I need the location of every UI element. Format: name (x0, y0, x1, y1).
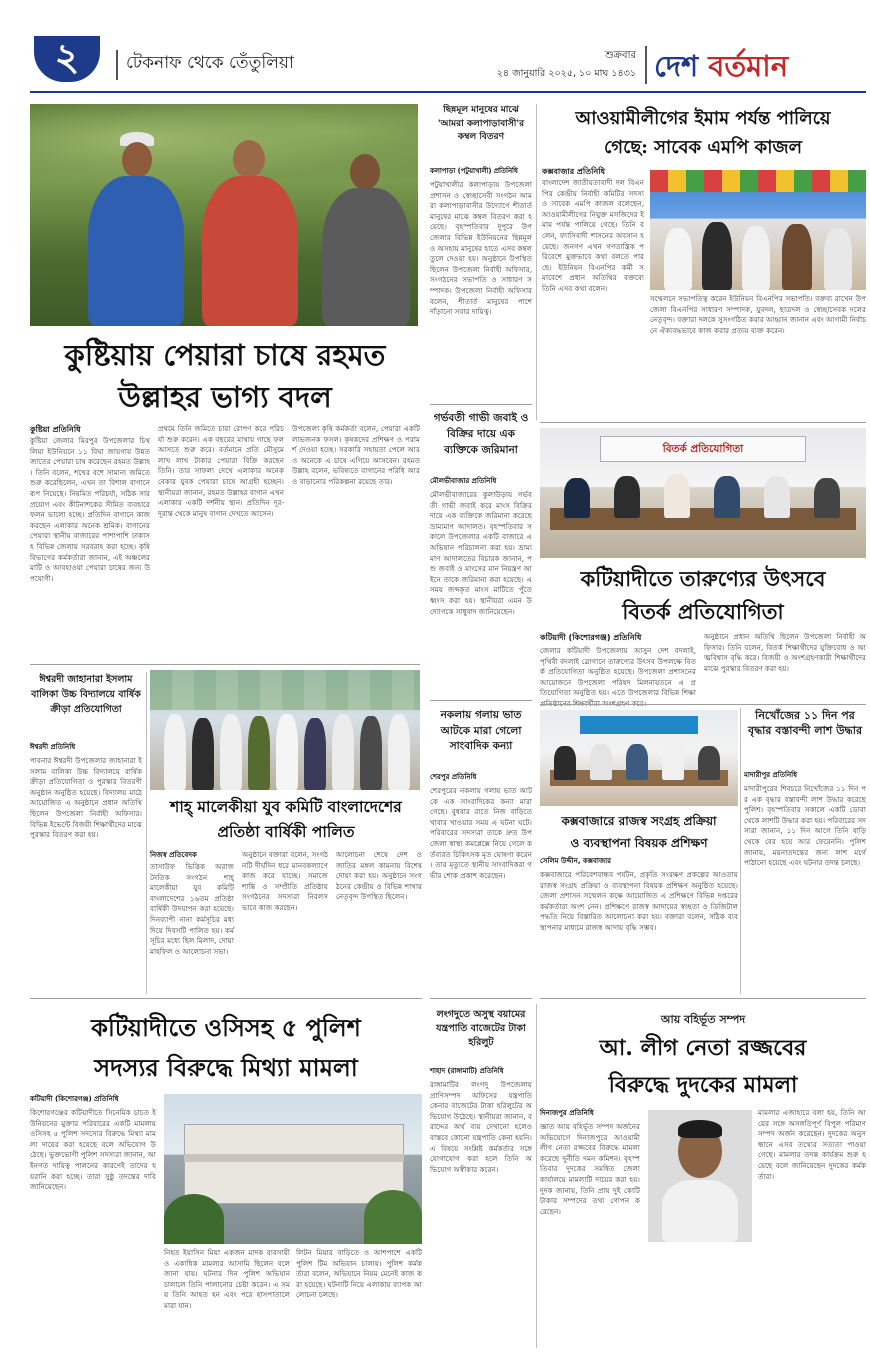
dudak-headline-line1: আ. লীগ নেতা রজ্জবের (599, 1035, 807, 1061)
blanket-headline: ছিন্নমূল মানুষের মাঝে 'আমরা কলাপাড়াবাসী'র কম্বল বিতরণ (437, 105, 525, 142)
dudak-kicker: আয় বহির্ভূত সম্পদ (660, 1013, 746, 1026)
guava-byline: কুষ্টিয়া প্রতিনিধি (30, 425, 81, 434)
paper-name-part2: বর্তমান (708, 49, 789, 83)
awami-headline-line2: গেছে: সাবেক এমপি কাজল (603, 137, 803, 158)
youth-byline: নিজস্ব প্রতিবেদক (150, 851, 197, 859)
awami-bottom-rule (540, 422, 866, 423)
guava-bottom-rule (30, 664, 420, 665)
awami-photo (650, 170, 866, 290)
revenue-headline-line1: কক্সবাজারে রাজস্ব সংগ্রহ প্রক্রিয়া (561, 814, 717, 828)
guava-body-col1: কুষ্টিয়া জেলার মিরপুর উপজেলার চিথলিয়া ইউনিয়নে ১১ বিঘা জায়গায় উন্নত জাতের পেয়ারা চাষ করেছেন রহমত উল্লাহ। তিনি বলেন, শখের বশে সামান্য জমিতে শুরু করেছিলেন, এখন তা বিশাল বাগানে রূপ নিয়েছে। নিয়মিত পরিচর্যা, সঠিক সার প্রয়োগ এবং কীটনাশকের সীমিত ব্যবহারে ফলন ভালো হচ্ছে। প্রতিদিন বাগানে কাজ করছেন এলাকার অনেক শ্রমিক। বাগানের পেয়ারা স্থানীয় বাজারের পাশাপাশি ঢাকাসহ বিভিন্ন জেলায় সরবরাহ করা হচ্ছে। কৃষি বিভাগের কর্মকর্তারা জানান, এই অঞ্চলের মাটি ও আবহাওয়া পেয়ারা চাষের জন্য উপযোগী। (30, 436, 150, 583)
cow-headline: গর্ভবতী গাভী জবাই ও বিক্রির দায়ে এক ব্যক্তিকে জরিমানা (433, 412, 529, 456)
youth-bottom-rule (30, 998, 422, 999)
youth-body-col2: অনুষ্ঠানে বক্তারা বলেন, সংগঠনটি দীর্ঘদিন ধরে মানবকল্যাণে কাজ করে যাচ্ছে। সমাজে শান্তি ও সম্প্রীতি প্রতিষ্ঠায় সংগঠনের সদস্যরা নিরলসভাবে কাজ করছেন। (242, 850, 328, 912)
guava-headline-line2: উল্লাহর ভাগ্য বদল (118, 380, 332, 414)
dudak-body-col1: জ্ঞাত আয় বহির্ভূত সম্পদ অর্জনের অভিযোগে দিনাজপুরে আওয়ামী লীগ নেতা রজ্জবের বিরুদ্ধে মামলা করেছে দুর্নীতি দমন কমিশন। বৃহস্পতিবার দুদকের সমন্বিত জেলা কার্যালয়ে মামলাটি দায়ের করা হয়। দুদক জানায়, তিনি প্রায় দুই কোটি টাকার সম্পদের তথ্য গোপন করেছেন। (540, 1122, 640, 1216)
awami-left-rule (536, 104, 537, 420)
police-headline-line1: কটিয়াদীতে ওসিসহ ৫ পুলিশ (91, 1013, 361, 1042)
sports-byline: ঈশ্বরদী প্রতিনিধি (30, 743, 76, 751)
dudak-portrait (648, 1110, 752, 1242)
cow-bottom-rule (430, 700, 532, 701)
youth-body-col1: তাসাউফ ভিত্তিক অরাজনৈতিক সংগঠন শাহ্ মালেকীয়া যুব কমিটি বাংলাদেশের ১৬তম প্রতিষ্ঠা বার্ষিকী উদযাপন করা হয়েছে। দিনব্যাপী নানা কর্মসূচির মধ্য দিয়ে দিবসটি পালিত হয়। কর্মসূচির মধ্যে ছিল মিলাদ, দোয়া মাহফিল ও আলোচনা সভা। (150, 862, 234, 956)
youth-headline-line1: শাহ্ মালেকীয়া যুব কমিটি বাংলাদেশের (170, 797, 402, 816)
awami-headline-line1: আওয়ামীলীগের ইমাম পর্যন্ত পালিয়ে (575, 108, 831, 129)
budget-body: রাঙ্গামাটির লংগদু উপজেলায় প্রাণিসম্পদ অফিসের যন্ত্রপাতি কেনার বাজেটের টাকা হরিলুটের অভিযোগ উঠেছে। স্থানীয়রা জানান, বরাদ্দের অর্থ ব্যয় দেখানো হলেও বাস্তবে কোনো যন্ত্রপাতি কেনা হয়নি। এ বিষয়ে সংশ্লিষ্ট কর্মকর্তার সঙ্গে যোগাযোগ করা হলে তিনি অভিযোগ অস্বীকার করেন। (430, 1080, 532, 1174)
paper-name-part1: দেশ (654, 49, 699, 83)
youth-photo (150, 670, 420, 790)
sports-body: পাবনার ঈশ্বরদী উপজেলার জাহানারা ইসলাম বালিকা উচ্চ বিদ্যালয়ে বার্ষিক ক্রীড়া প্রতিযোগিতা ও পুরস্কার বিতরণী অনুষ্ঠান অনুষ্ঠিত হয়েছে। বিদ্যালয় মাঠে আয়োজিত এ অনুষ্ঠানে প্রধান অতিথি ছিলেন উপজেলা নির্বাহী অফিসার। বিভিন্ন ইভেন্টে বিজয়ী শিক্ষার্থীদের মাঝে পুরস্কার বিতরণ করা হয়। (30, 756, 142, 840)
awami-body-col2: সম্মেলনে সভাপতিত্ব করেন ইউনিয়ন বিএনপির সভাপতি। বক্তব্য রাখেন উপজেলা বিএনপির সাধারণ সম্পাদক, যুবদল, ছাত্রদল ও স্বেচ্ছাসেবক দলের নেতৃবৃন্দ। বক্তারা দলকে সুসংগঠিত করার আহ্বান জানান এবং আগামী নির্বাচনে ঐক্যবদ্ধভাবে কাজ করার প্রত্যয় ব্যক্ত করেন। (650, 294, 867, 335)
revenue-byline: সেলিম উদ্দীন, কক্সবাজার (540, 857, 612, 865)
debate-body-col1: জেলার কটিয়াদী উপজেলায় আসুন দেশ বদলাই, পৃথিবী বদলাই স্লোগানে তারুণ্যের উৎসব উপলক্ষে বিতর্ক প্রতিযোগিতা অনুষ্ঠিত হয়েছে। উপজেলা প্রশাসনের আয়োজনে উপজেলা পরিষদ মিলনায়তনে এ প্রতিযোগিতা অনুষ্ঠিত হয়। এতে উপজেলার বিভিন্ন শিক্ষা (540, 646, 696, 698)
guava-headline (30, 334, 420, 420)
revenue-headline (540, 810, 738, 854)
revenue-headline-line2: ও ব্যবস্থাপনা বিষয়ক প্রশিক্ষণ (570, 836, 708, 850)
date: ২৪ জানুয়ারি ২০২৫, ১০ মাঘ ১৪৩১ (496, 68, 636, 79)
debate-bottom-rule (540, 704, 866, 705)
weekday: শুক্রবার (605, 50, 636, 61)
debate-headline (540, 562, 866, 628)
debate-banner-text: বিতর্ক প্রতিযোগিতা (662, 443, 744, 455)
girl-body: শেরপুরের নকলায় গলায় ভাত আটকে এক সাংবাদিকের কন্যা মারা গেছে। বুধবার রাতে নিজ বাড়িতে খাবার খাওয়ার সময় এ ঘটনা ঘটে। পরিবারের সদস্যরা তাকে দ্রুত উপজেলা স্বাস্থ্য কমপ্লেক্সে নিয়ে গেলে কর্তব্যরত চিকিৎসক মৃত ঘোষণা করেন। তার মৃত্যুতে স্থানীয় সাংবাদিকরা গভীর শোক প্রকাশ করেছেন। (430, 786, 532, 880)
debate-byline: কটিয়াদী (কিশোরগঞ্জ) প্রতিনিধি (540, 633, 642, 642)
debate-headline-line1: কটিয়াদীতে তারুণ্যের উৎসবে (580, 566, 826, 591)
police-body-col2: নিহত ইয়াসিন মিয়া একজন মাদক ব্যবসায়ী ও একাধিক মামলার আসামি ছিলেন বলে জানা যায়। ঘটনার দিন পুলিশ অভিযান চালালে তিনি পালানোর চেষ্টা করেন। এ সময় তিনি আহত হন এবং পরে হাসপাতালে মারা যান। (164, 1248, 290, 1310)
budget-headline: লংগদুতে অসুস্থ বয়ামের যন্ত্রপাতি বাজেটের টাকা হরিলুট (436, 1009, 526, 1048)
revenue-body: কক্সবাজারে পরিবেশবান্ধব পর্যটন, প্রকৃতি সংরক্ষণ প্রকল্পের আওতায় রাজস্ব সংগ্রহ প্রক্রিয়া ও ব্যবস্থাপনা বিষয়ক প্রশিক্ষণ অনুষ্ঠিত হয়েছে। জেলা প্রশাসন সম্মেলন কক্ষে আয়োজিত এ প্রশিক্ষণে বিভিন্ন দপ্তরের কর্মকর্তারা অংশ নেন। প্রশিক্ষণে রাজস্ব আদায়ের স্বচ্ছতা ও ডিজিটাল পদ্ধতি নিয়ে বিস্তারিত আলোচনা করা হয়। বক্তারা বলেন, সঠিক ব্যবস্থাপনার মাধ্যমে রাজস্ব আদায় বৃদ্ধি সম্ভব। (540, 870, 738, 932)
budget-byline: শাহাদ (রাঙ্গামাটি) প্রতিনিধি (430, 1067, 504, 1075)
blanket-byline: কলাপাড়া (পটুয়াখালী) প্রতিনিধি (430, 167, 518, 175)
paper-name (654, 44, 864, 88)
youth-headline-line2: প্রতিষ্ঠা বার্ষিকী পালিত (217, 822, 355, 841)
missing-headline: নিখোঁজের ১১ দিন পর বৃদ্ধার বস্তাবন্দী লাশ উদ্ধার (747, 709, 862, 737)
debate-photo (540, 428, 866, 558)
cow-byline: মৌলভীবাজার প্রতিনিধি (430, 477, 497, 485)
revenue-bottom-rule (540, 998, 866, 999)
youth-body-col3: আলোচনা শেষে দেশ ও জাতির মঙ্গল কামনায় বিশেষ দোয়া করা হয়। অনুষ্ঠানে সংগঠনের কেন্দ্রীয় ও বিভিন্ন শাখার নেতৃবৃন্দ উপস্থিত ছিলেন। (336, 850, 422, 902)
sports-right-rule (146, 672, 147, 994)
blanket-bottom-rule (430, 404, 532, 405)
awami-byline: কক্সবাজার প্রতিনিধি (542, 167, 606, 176)
girl-byline: শেরপুর প্রতিনিধি (430, 773, 477, 781)
masthead (0, 0, 870, 94)
police-body-col1: কিশোরগঞ্জের কটিয়াদীতে সিনেমিক চাচত ইউনিয়নের মুক্তার পরিবারের একটি মামলায় ওসিসহ ৫ পুলিশ সদস্যের বিরুদ্ধে মিথ্যা মামলা দায়ের করা হয়েছে বলে অভিযোগ উঠেছে। ভুক্তভোগী পুলিশ সদস্যরা জানান, আইনগত দায়িত্ব পালনের কারণেই তাদের হয়রানি করা হচ্ছে। তারা সুষ্ঠু তদন্তের দাবি জানিয়েছেন। (30, 1108, 156, 1192)
dudak-headline (540, 1030, 866, 1104)
awami-body-col1: বাংলাদেশ জাতীয়তাবাদী দল বিএনপির কেন্দ্রীয় নির্বাহী কমিটির সদস্য ও সাবেক এমপি কাজল বলেছেন, আওয়ামীলীগের নিযুক্ত মসজিদের ইমাম পর্যন্ত পালিয়ে গেছে। তিনি বলেন, ফ্যাসিবাদী শাসনের অবসান হয়েছে। জনগণ এখন গণতান্ত্রিক পরিবেশে মুক্তভাবে কথা বলতে পারছে। ইউনিয়ন বিএনপির কর্মী সমাবেশে প্রধান অতিথির বক্তব্যে তিনি এসব কথা বলেন। (542, 178, 644, 293)
police-photo (164, 1094, 422, 1244)
masthead-underline (30, 91, 866, 93)
youth-headline (150, 794, 422, 846)
guava-headline-line1: কুষ্টিয়ায় পেয়ারা চাষে রহমত (64, 338, 386, 372)
debate-banner (600, 436, 806, 462)
police-headline-line2: সদস্যর বিরুদ্ধে মিথ্যা মামলা (94, 1053, 358, 1082)
girl-bottom-rule (430, 998, 532, 999)
page-number: ২ (54, 34, 80, 79)
missing-left-rule (740, 708, 741, 994)
masthead-divider-left (116, 50, 118, 80)
blanket-body: পটুয়াখালীর কলাপাড়ায় উপজেলা প্রশাসন ও স্বেচ্ছাসেবী সংগঠন আমরা কলাপাড়াবাসীর উদ্যোগে শীতার্ত মানুষের মাঝে কম্বল বিতরণ করা হয়েছে। বৃহস্পতিবার দুপুরে উপজেলার বিভিন্ন ইউনিয়নের ছিন্নমূল ও অসহায় মানুষের হাতে এসব কম্বল তুলে দেওয়া হয়। অনুষ্ঠানে উপস্থিত ছিলেন উপজেলা নির্বাহী অফিসার, সংগঠনের সভাপতি ও সাধারণ সম্পাদক। উপজেলা নির্বাহী অফিসার বলেন, শীতার্ত মানুষের পাশে দাঁড়ানো সবার দায়িত্ব। (430, 180, 532, 317)
revenue-photo (540, 710, 738, 806)
guava-body-col2: প্রথমে তিনি জমিতে চারা রোপণ করে পরিচর্যা শুরু করেন। এক বছরের মাথায় গাছে ফল আসতে শুরু করে। বর্তমানে প্রতি মৌসুমে লাখ লাখ টাকার পেয়ারা বিক্রি করছেন তিনি। তার সাফল্য দেখে এলাকার অনেক বেকার যুবক পেয়ারা চাষে আগ্রহী হচ্ছেন। স্থানীয়রা জানান, রহমত উল্লাহর বাগান এখন এলাকার একটি দর্শনীয় স্থান। প্রতিদিন দূর-দূরান্ত থেকে মানুষ বাগান দেখতে আসেন। (158, 424, 284, 518)
sports-headline: ঈশ্বরদী জাহানারা ইসলাম বালিকা উচ্চ বিদ্যালয়ে বার্ষিক ক্রীড়া প্রতিযোগিতা (31, 674, 141, 715)
police-byline: কটিয়াদী (কিশোরগঞ্জ) প্রতিনিধি (30, 1095, 119, 1103)
debate-body-col2: অনুষ্ঠানে প্রধান অতিথি ছিলেন উপজেলা নির্বাহী অফিসার। তিনি বলেন, বিতর্ক শিক্ষার্থীদের যুক্তিবোধ ও আত্মবিশ্বাস বৃদ্ধি করে। বিজয়ী ও অংশগ্রহণকারী শিক্ষার্থীদের মাঝে পুরস্কার বিতরণ করা হয়। (704, 632, 866, 673)
police-body-col3: লিটন মিয়ার বাড়িতে ও আশপাশে একটি পুলিশ টিম অভিযান চালায়। পুলিশ কর্মকর্তারা বলেন, অভিযানে নিয়ম মেনেই কাজ করা হয়েছে। ঘটনাটি নিয়ে এলাকায় ব্যাপক আলোচনা চলছে। (296, 1248, 422, 1300)
section-title: টেকনাফ থেকে তেঁতুলিয়া (126, 53, 294, 73)
debate-headline-line2: বিতর্ক প্রতিযোগিতা (622, 599, 784, 624)
missing-body: মাদারীপুরের শিবচরে নিখোঁজের ১১ দিন পর এক বৃদ্ধার বস্তাবন্দী লাশ উদ্ধার করেছে পুলিশ। বৃহস্পতিবার সকালে একটি ডোবা থেকে লাশটি উদ্ধার করা হয়। পরিবারের সদস্যরা জানান, ১১ দিন আগে তিনি বাড়ি থেকে বের হয়ে আর ফেরেননি। পুলিশ জানায়, ময়নাতদন্তের জন্য লাশ মর্গে পাঠানো হয়েছে এবং ঘটনার তদন্ত চলছে। (744, 784, 866, 868)
budget-right-rule (536, 1004, 537, 1348)
missing-byline: মাদারীপুর প্রতিনিধি (744, 771, 798, 779)
girl-headline: নকলায় গলায় ভাত আটকে মারা গেলো সাংবাদিক কন্যা (440, 709, 522, 752)
guava-body-col3: উপজেলা কৃষি কর্মকর্তা বলেন, পেয়ারা একটি লাভজনক ফসল। কৃষকদের প্রশিক্ষণ ও পরামর্শ দেওয়া হচ্ছে। সরকারি সহায়তা পেলে আরও অনেকে এ চাষে এগিয়ে আসবেন। রহমত উল্লাহ বলেন, ভবিষ্যতে বাগানের পরিধি আরও বাড়ানোর পরিকল্পনা রয়েছে তার। (292, 424, 420, 486)
dudak-byline: দিনাজপুর প্রতিনিধি (540, 1109, 594, 1117)
dudak-body-col2: মামলার এজাহারে বলা হয়, তিনি আয়ের সঙ্গে অসঙ্গতিপূর্ণ বিপুল পরিমাণ সম্পদ অর্জন করেছেন। দুদকের অনুসন্ধানে এসব তথ্যের সত্যতা পাওয়া গেছে। মামলার তদন্ত কার্যক্রম শুরু হয়েছে বলে জানিয়েছেন দুদকের কর্মকর্তারা। (758, 1108, 866, 1181)
dudak-headline-line2: বিরুদ্ধে দুদকের মামলা (608, 1072, 798, 1098)
awami-headline (540, 104, 866, 164)
guava-photo (30, 104, 418, 326)
police-headline (30, 1008, 422, 1090)
cow-body: মৌলভীবাজারের কুলাউড়ায় গর্ভবতী গাভী জবাই করে মাংস বিক্রির দায়ে এক ব্যক্তিকে জরিমানা করেছে ভ্রাম্যমাণ আদালত। বৃহস্পতিবার সকালে উপজেলার একটি বাজারে এ অভিযান পরিচালনা করা হয়। ভ্রাম্যমাণ আদালতের বিচারক জানান, পশু জবাই ও মাংসের মান নিয়ন্ত্রণ আইনে তাকে জরিমানা করা হয়েছে। এ সময় জব্দকৃত মাংস মাটিতে পুঁতে ধ্বংস করা হয়। স্থানীয়রা এমন উদ্যোগকে সাধুবাদ জানিয়েছেন। (430, 490, 532, 616)
masthead-divider-right (645, 46, 647, 84)
